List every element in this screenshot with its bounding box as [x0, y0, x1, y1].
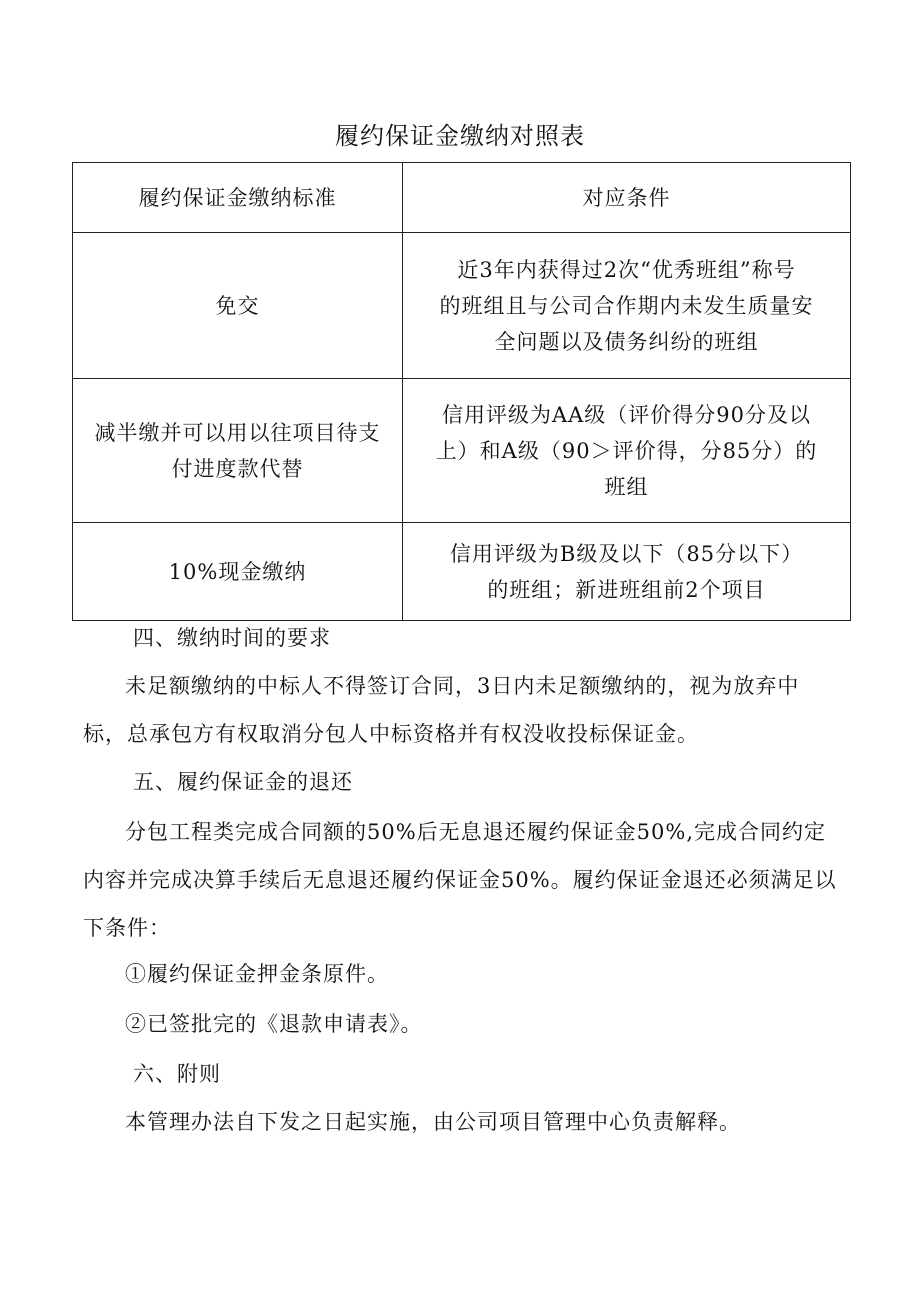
condition-line: 全问题以及债务纠纷的班组 [494, 329, 759, 354]
table-row [73, 233, 851, 379]
table-row [73, 523, 851, 621]
standard-cell: 免交 [73, 233, 403, 379]
deposit-comparison-table [72, 162, 851, 621]
table-header-row [73, 163, 851, 233]
section-5-heading: 五、履约保证金的退还 [133, 770, 353, 794]
header-condition: 对应条件 [403, 163, 851, 233]
condition-line: 近3年内获得过2次“优秀班组”称号 [457, 257, 796, 282]
condition-cell [403, 523, 851, 621]
section-5-item-2: ②已签批完的《退款申请表》。 [125, 1012, 423, 1036]
standard-line: 减半缴并可以用以往项目待支 [94, 420, 381, 445]
page-title: 履约保证金缴纳对照表 [335, 122, 585, 150]
section-4-paragraph: 未足额缴纳的中标人不得签订合同，3日内未足额缴纳的，视为放弃中标，总承包方有权取消分包人中标资格并有权没收投标保证金。 [83, 674, 800, 746]
standard-cell: 10%现金缴纳 [73, 523, 403, 621]
condition-line: 上）和A级（90＞评价得，分85分）的 [435, 438, 818, 463]
condition-line: 的班组且与公司合作期内未发生质量安 [439, 293, 814, 318]
section-5-paragraph: 分包工程类完成合同额的50%后无息退还履约保证金50%,完成合同约定内容并完成决算手续后无息退还履约保证金50%。履约保证金退还必须满足以下条件： [83, 820, 837, 940]
table-row [73, 379, 851, 523]
section-6-paragraph: 本管理办法自下发之日起实施，由公司项目管理中心负责解释。 [125, 1110, 741, 1134]
standard-line: 付进度款代替 [171, 456, 304, 481]
condition-line: 信用评级为B级及以下（85分以下） [449, 541, 804, 566]
condition-line: 班组 [604, 474, 649, 499]
condition-line: 信用评级为AA级（评价得分90分及以 [441, 402, 812, 427]
section-6-heading: 六、附则 [133, 1062, 221, 1086]
condition-cell [403, 379, 851, 523]
standard-cell [73, 379, 403, 523]
condition-cell [403, 233, 851, 379]
condition-line: 的班组；新进班组前2个项目 [487, 577, 766, 602]
header-standard: 履约保证金缴纳标准 [73, 163, 403, 233]
section-5-item-1: ①履约保证金押金条原件。 [125, 962, 389, 986]
section-4-heading: 四、缴纳时间的要求 [133, 626, 331, 650]
